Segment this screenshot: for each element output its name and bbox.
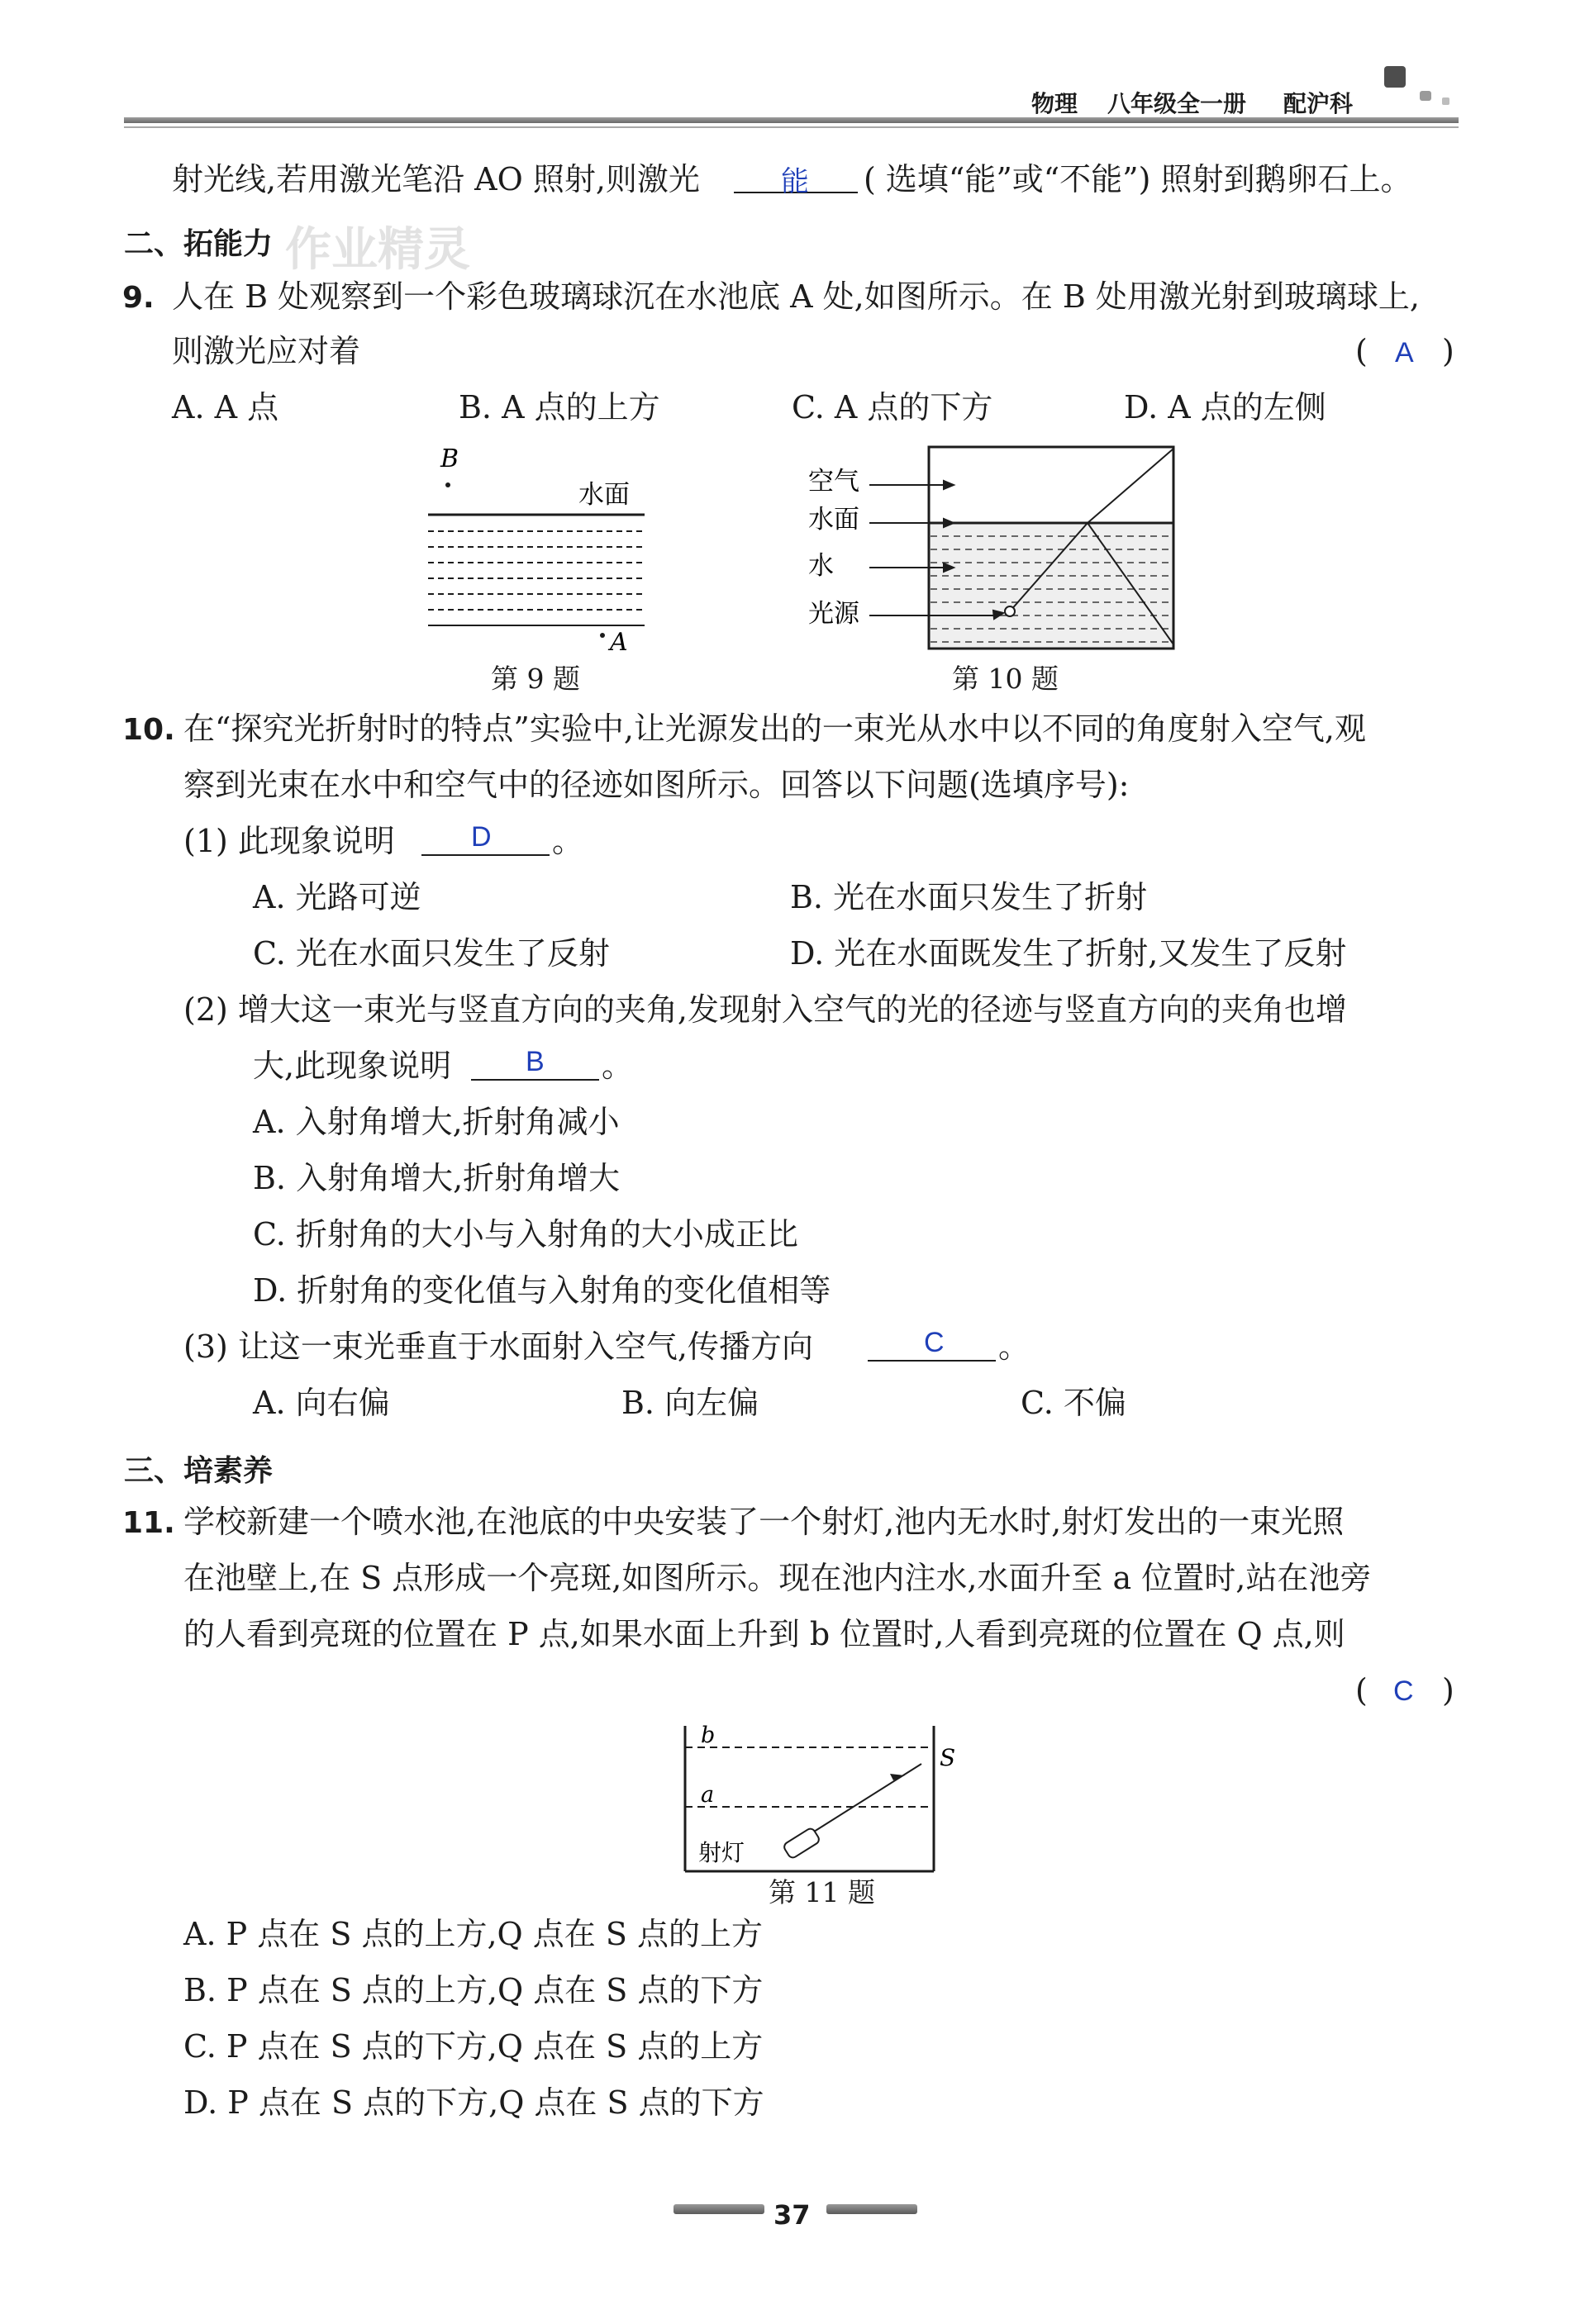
q10-sub1-option-c: C. 光在水面只发生了反射: [253, 935, 610, 972]
q10-text-line1: 在“探究光折射时的特点”实验中,让光源发出的一束光从水中以不同的角度射入空气,观: [183, 711, 1367, 747]
fig9-label-surface: 水面: [578, 480, 630, 510]
q10-sub2-line1: (2) 增大这一束光与竖直方向的夹角,发现射入空气的光的径迹与竖直方向的夹角也增: [183, 991, 1347, 1028]
figure-11: [674, 1714, 971, 1884]
header-edition: 配沪科: [1283, 90, 1354, 117]
q9-option-c: C. A 点的下方: [792, 389, 993, 425]
q9-answer-paren-close: ): [1442, 333, 1454, 369]
q11-option-a: A. P 点在 S 点的上方,Q 点在 S 点的上方: [183, 1916, 763, 1952]
q10-sub2-prefix: 大,此现象说明: [253, 1048, 452, 1084]
q11-answer-paren-close: ): [1442, 1672, 1454, 1709]
q11-text-line3: 的人看到亮斑的位置在 P 点,如果水面上升到 b 位置时,人看到亮斑的位置在 Q 点,则: [183, 1616, 1345, 1652]
fig10-label-surface: 水面: [808, 505, 859, 535]
fig9-point-a: [600, 633, 605, 638]
q10-sub1-option-a: A. 光路可逆: [253, 879, 421, 915]
fig10-refracted-ray: [1088, 449, 1173, 523]
q10-sub3-suffix: 。: [998, 1328, 1030, 1365]
fig9-caption: 第 9 题: [491, 663, 580, 695]
footer-bar-right: [826, 2204, 917, 2214]
fig10-label-air: 空气: [808, 467, 859, 497]
q10-sub2-option-a: A. 入射角增大,折射角减小: [253, 1104, 620, 1140]
q9-answer: A: [1395, 337, 1414, 368]
q11-answer-paren-open: (: [1355, 1672, 1368, 1709]
header-grade: 八年级全一册: [1107, 90, 1247, 117]
intro-answer: 能: [781, 166, 809, 197]
fig10-water: [929, 523, 1173, 649]
figure-9: [413, 442, 661, 682]
q10-sub3-option-b: B. 向左偏: [621, 1385, 759, 1421]
q10-sub1-option-b: B. 光在水面只发生了折射: [790, 879, 1148, 915]
intro-text-after: ( 选填“能”或“不能”) 照射到鹅卵石上。: [864, 161, 1412, 197]
q10-sub2-option-c: C. 折射角的大小与入射角的大小成正比: [253, 1216, 798, 1252]
fig11-lamp: [783, 1827, 821, 1859]
q10-sub1-suffix: 。: [552, 823, 584, 859]
q9-text-line2: 则激光应对着: [172, 333, 361, 369]
q11-option-d: D. P 点在 S 点的下方,Q 点在 S 点的下方: [183, 2084, 764, 2121]
q11-text-line1: 学校新建一个喷水池,在池底的中央安装了一个射灯,池内无水时,射灯发出的一束光照: [183, 1504, 1345, 1540]
header-decoration-dot-small: [1442, 97, 1449, 105]
page-number: 37: [773, 2199, 811, 2231]
fig10-caption: 第 10 题: [952, 663, 1059, 695]
fig9-water-lines: [428, 531, 645, 610]
fig11-caption: 第 11 题: [769, 1876, 875, 1908]
figure-10: [802, 442, 1207, 657]
fig11-label-b: b: [701, 1723, 716, 1748]
fig10-label-water: 水: [808, 551, 834, 581]
footer-bar-left: [674, 2204, 764, 2214]
q10-sub3-prefix: (3) 让这一束光垂直于水面射入空气,传播方向: [183, 1328, 813, 1365]
header-subject: 物理: [1031, 90, 1078, 117]
q10-sub3-blank: [868, 1360, 996, 1362]
q10-sub1-answer: D: [471, 821, 492, 853]
section3-title: 三、培素养: [124, 1454, 274, 1488]
fig9-point-b: [445, 482, 450, 487]
q10-sub3-option-a: A. 向右偏: [253, 1385, 390, 1421]
q10-sub2-answer: B: [526, 1046, 545, 1077]
fig11-label-s: S: [940, 1744, 956, 1771]
fig9-label-a: A: [610, 628, 628, 657]
q11-option-b: B. P 点在 S 点的上方,Q 点在 S 点的下方: [183, 1972, 764, 2008]
fig10-light-source: [1005, 606, 1015, 616]
q10-sub2-blank: [471, 1079, 599, 1081]
q11-answer: C: [1393, 1675, 1414, 1707]
fig11-light-beam: [814, 1764, 921, 1832]
q9-option-a: A. A 点: [172, 389, 279, 425]
q10-sub2-option-b: B. 入射角增大,折射角增大: [253, 1160, 621, 1196]
q10-sub1-blank: [421, 854, 550, 856]
q10-sub3-answer: C: [924, 1327, 945, 1358]
q11-number: 11.: [122, 1506, 175, 1540]
q10-sub3-option-c: C. 不偏: [1021, 1385, 1126, 1421]
q10-sub2-option-d: D. 折射角的变化值与入射角的变化值相等: [253, 1272, 831, 1309]
q9-option-b: B. A 点的上方: [459, 389, 660, 425]
q10-sub1-option-d: D. 光在水面既发生了折射,又发生了反射: [790, 935, 1347, 972]
fig11-label-a: a: [701, 1782, 715, 1808]
q10-text-line2: 察到光束在水中和空气中的径迹如图所示。回答以下问题(选填序号):: [183, 767, 1130, 803]
q11-option-c: C. P 点在 S 点的下方,Q 点在 S 点的上方: [183, 2028, 764, 2065]
q10-number: 10.: [122, 713, 175, 747]
header-decoration-dot: [1420, 91, 1431, 101]
fig9-label-b: B: [440, 444, 459, 473]
header-rule: [124, 117, 1459, 123]
q10-sub2-suffix: 。: [602, 1048, 634, 1084]
fig10-label-source: 光源: [808, 599, 859, 629]
q9-number: 9.: [122, 281, 155, 315]
q9-option-d: D. A 点的左侧: [1124, 389, 1326, 425]
header-decoration-square: [1384, 66, 1406, 88]
watermark: 作业精灵: [285, 223, 470, 277]
q9-text-line1: 人在 B 处观察到一个彩色玻璃球沉在水池底 A 处,如图所示。在 B 处用激光射到玻璃球上,: [172, 278, 1420, 315]
fig11-label-lamp: 射灯: [698, 1839, 745, 1866]
q9-answer-paren-open: (: [1355, 333, 1368, 369]
intro-text-before: 射光线,若用激光笔沿 AO 照射,则激光: [172, 161, 700, 197]
section2-title: 二、拓能力: [124, 227, 274, 261]
q10-sub1-prefix: (1) 此现象说明: [183, 823, 395, 859]
header-rule-thin: [124, 126, 1459, 128]
q11-text-line2: 在池壁上,在 S 点形成一个亮斑,如图所示。现在池内注水,水面升至 a 位置时,站在池旁: [183, 1560, 1372, 1596]
